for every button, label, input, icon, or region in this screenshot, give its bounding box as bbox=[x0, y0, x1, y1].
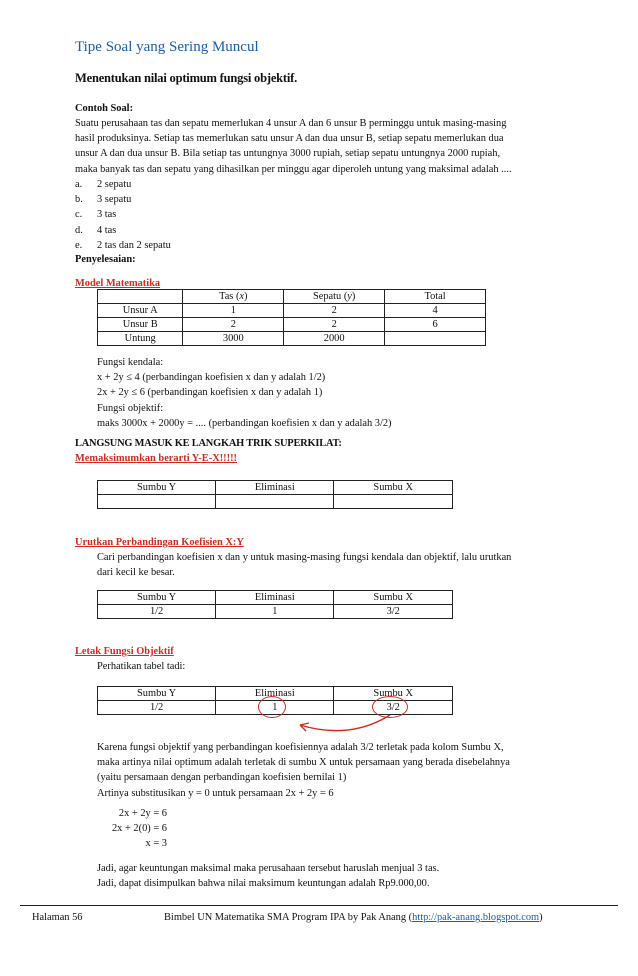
final-block bbox=[97, 861, 597, 891]
model-label: Model Matematika bbox=[75, 278, 161, 289]
arrow-icon bbox=[270, 710, 400, 740]
table-row: 1/2 1 3/2 bbox=[98, 701, 453, 715]
function-line: Fungsi objektif: bbox=[97, 402, 164, 414]
model-table bbox=[97, 289, 486, 346]
order-title: Urutkan Perbandingan Koefisien X:Y bbox=[75, 537, 244, 548]
function-line: maks 3000x + 2000y = .... (perbandingan koefisien x dan y adalah 3/2) bbox=[97, 417, 392, 429]
header-tas: Tas (x) bbox=[183, 290, 284, 304]
header-sepatu: Sepatu (y) bbox=[284, 290, 385, 304]
problem-line: maka banyak tas dan sepatu yang dihasilkan per minggu agar diperoleh untung yang maksimal adalah .... bbox=[75, 163, 512, 175]
table-row: Sumbu Y Eliminasi Sumbu X bbox=[98, 687, 453, 701]
equation-block bbox=[97, 806, 167, 851]
ratio-table bbox=[97, 590, 453, 619]
footer-text: Bimbel UN Matematika SMA Program IPA by Pak Anang (http://pak-anang.blogspot.com) bbox=[164, 912, 543, 923]
order-line: dari kecil ke besar. bbox=[97, 567, 175, 579]
conclusion-line: maka artinya nilai optimum adalah terletak di sumbu X untuk persamaan yang berada disebelahnya bbox=[97, 757, 510, 769]
option-item: d. 4 tas bbox=[75, 224, 117, 236]
trick-title: LANGSUNG MASUK KE LANGKAH TRIK SUPERKILAT: bbox=[75, 438, 342, 449]
position-title: Letak Fungsi Objektif bbox=[75, 646, 174, 657]
footer-divider bbox=[20, 905, 618, 906]
option-item: a. 2 sepatu bbox=[75, 179, 132, 190]
order-line: Cari perbandingan koefisien x dan y untuk masing-masing fungsi kendala dan objektif, lalu urutkan bbox=[97, 552, 512, 563]
equation-line: x = 3 bbox=[145, 838, 167, 849]
final-line: Jadi, dapat disimpulkan bahwa nilai maksimum keuntungan adalah Rp9.000,00. bbox=[97, 878, 430, 890]
problem-line: unsur A dan dua unsur B. Bila setiap tas untungnya 3000 rupiah, setiap sepatu untungnya 2000 rupiah, bbox=[75, 148, 501, 160]
table-row: Sumbu Y Eliminasi Sumbu X bbox=[98, 591, 453, 605]
table-row: Sumbu Y Eliminasi Sumbu X bbox=[98, 481, 453, 495]
trick-subtitle: Memaksimumkan berarti Y-E-X!!!!! bbox=[75, 453, 237, 464]
conclusion-line: (yaitu persamaan dengan perbandingan koefisien bernilai 1) bbox=[97, 772, 347, 784]
table-row: 1/2 1 3/2 bbox=[98, 605, 453, 619]
table-row: Unsur B 2 2 6 bbox=[98, 318, 486, 332]
problem-line: Suatu perusahaan tas dan sepatu memerlukan 4 unsur A dan 6 unsur B perminggu untuk masing-masing bbox=[75, 118, 507, 129]
equation-line: 2x + 2(0) = 6 bbox=[111, 823, 167, 834]
conclusion-block bbox=[97, 740, 597, 801]
function-line: x + 2y ≤ 4 (perbandingan koefisien x dan y adalah 1/2) bbox=[97, 372, 326, 384]
main-title: Menentukan nilai optimum fungsi objektif. bbox=[75, 71, 298, 85]
functions-block bbox=[97, 355, 597, 431]
page-header: Tipe Soal yang Sering Muncul bbox=[75, 39, 259, 55]
conclusion-line: Artinya substitusikan y = 0 untuk persamaan 2x + 2y = 6 bbox=[97, 787, 334, 799]
conclusion-line: Karena fungsi objektif yang perbandingan koefisiennya adalah 3/2 terletak pada kolom Sumbu X, bbox=[97, 742, 504, 753]
equation-line: 2x + 2y = 6 bbox=[118, 808, 167, 819]
problem-text bbox=[75, 116, 595, 177]
table-row: Tas (x) Sepatu (y) Total bbox=[98, 290, 486, 304]
footer-link[interactable]: http://pak-anang.blogspot.com bbox=[412, 912, 540, 923]
final-line: Jadi, agar keuntungan maksimal maka perusahaan tersebut haruslah menjual 3 tas. bbox=[97, 863, 440, 874]
table-row: Untung 3000 2000 bbox=[98, 332, 486, 346]
option-item: e. 2 tas dan 2 sepatu bbox=[75, 239, 171, 251]
order-text bbox=[97, 550, 597, 580]
option-item: c. 3 tas bbox=[75, 209, 117, 221]
problem-line: hasil produksinya. Setiap tas memerlukan satu unsur A dan dua unsur B, setiap sepatu memerlukan dua bbox=[75, 133, 504, 145]
table-row: Unsur A 1 2 4 bbox=[98, 304, 486, 318]
solution-label: Penyelesaian: bbox=[75, 254, 136, 265]
position-intro: Perhatikan tabel tadi: bbox=[97, 661, 186, 672]
options-list bbox=[75, 177, 171, 253]
axis-table-empty bbox=[97, 480, 453, 509]
footer-page: Halaman 56 bbox=[32, 912, 83, 923]
option-item: b. 3 sepatu bbox=[75, 194, 132, 206]
function-line: 2x + 2y ≤ 6 (perbandingan koefisien x dan y adalah 1) bbox=[97, 387, 323, 399]
table-row bbox=[98, 495, 453, 509]
example-label: Contoh Soal: bbox=[75, 103, 134, 114]
function-line: Fungsi kendala: bbox=[97, 357, 164, 368]
